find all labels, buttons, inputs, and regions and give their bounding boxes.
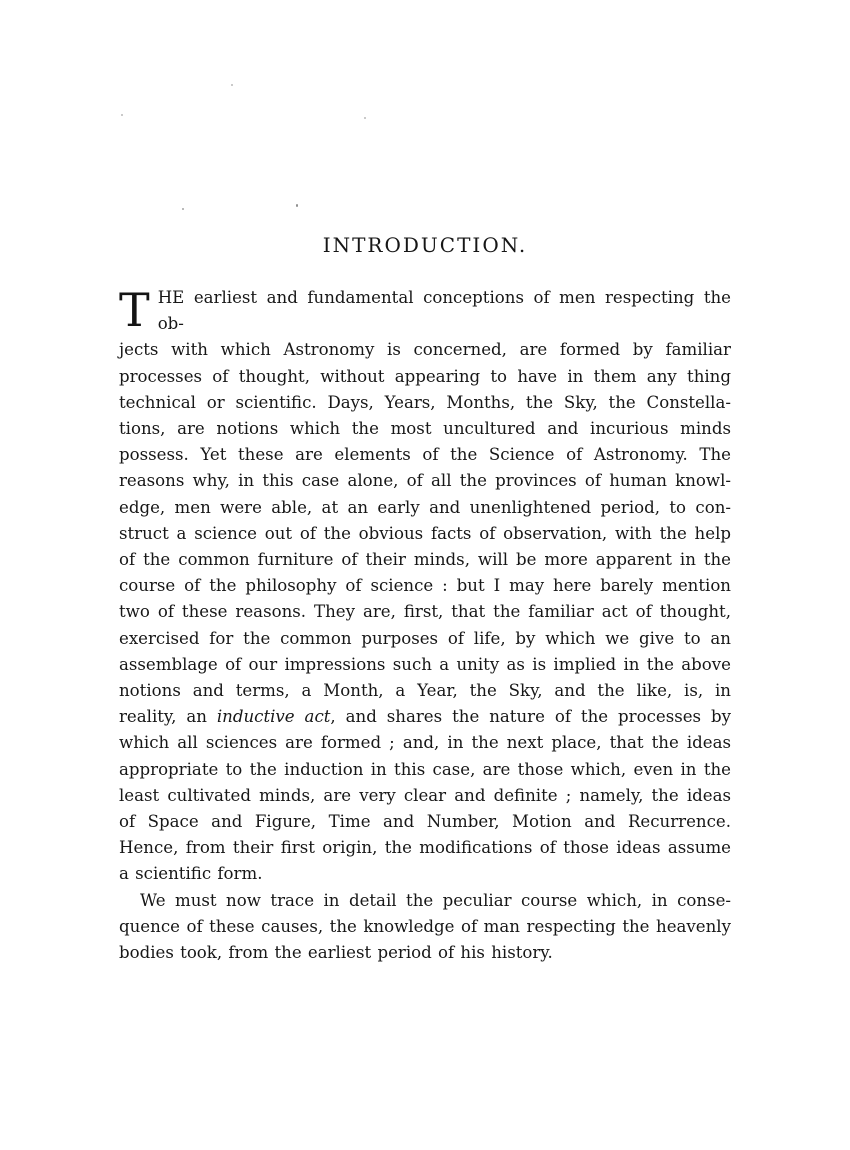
text-line: jects with which Astronomy is concerned, are formed by familiar <box>119 340 731 360</box>
text-line: of the common furniture of their minds, will be more apparent in the <box>119 550 731 570</box>
paragraph-2 <box>119 888 731 967</box>
text-line: notions and terms, a Month, a Year, the Sky, and the like, is, in <box>119 681 731 701</box>
text-line: quence of these causes, the knowledge of man respecting the heavenly <box>119 916 731 936</box>
text-line: exercised for the common purposes of life, by which we give to an <box>119 628 731 648</box>
text-line: which all sciences are formed ; and, in the next place, that the ideas <box>119 733 731 753</box>
text-line: HE earliest and fundamental conceptions of men respecting the ob- <box>157 288 731 334</box>
text-line: assemblage of our impressions such a unity as is implied in the above <box>119 654 731 674</box>
page-body <box>119 285 731 966</box>
italic-text: inductive act <box>216 707 331 727</box>
text-line: processes of thought, without appearing to have in them any thing <box>119 366 731 386</box>
text-line: struct a science out of the obvious facts of observation, with the help <box>119 523 731 543</box>
text-line: least cultivated minds, are very clear and definite ; namely, the ideas <box>119 785 731 805</box>
scan-speck <box>231 84 233 86</box>
text-line: a scientific form. <box>119 864 263 884</box>
text-line: edge, men were able, at an early and unenlightened period, to con- <box>119 497 731 517</box>
text-line: Hence, from their first origin, the modifications of those ideas assume <box>119 838 731 858</box>
text-line: two of these reasons. They are, first, that the familiar act of thought, <box>119 602 731 622</box>
drop-cap: T <box>119 283 150 337</box>
text-line: bodies took, from the earliest period of his history. <box>119 943 553 963</box>
scan-speck <box>364 117 366 119</box>
text-segment: , and shares the nature of the processes by <box>330 707 731 727</box>
scan-speck <box>296 204 298 207</box>
scan-speck <box>121 114 123 116</box>
scan-speck <box>182 208 184 210</box>
text-line: possess. Yet these are elements of the Science of Astronomy. The <box>119 445 731 465</box>
text-segment: reality, an <box>119 707 217 727</box>
text-line: technical or scientific. Days, Years, Months, the Sky, the Constella- <box>119 392 731 412</box>
text-line: appropriate to the induction in this case, are those which, even in the <box>119 759 731 779</box>
text-line: reasons why, in this case alone, of all the provinces of human knowl- <box>119 471 731 491</box>
text-line: of Space and Figure, Time and Number, Motion and Recurrence. <box>119 812 731 832</box>
text-line: course of the philosophy of science : but I may here barely mention <box>119 576 731 596</box>
text-line: tions, are notions which the most uncultured and incurious minds <box>119 419 731 439</box>
text-line <box>119 704 731 730</box>
paragraph-1 <box>119 285 731 888</box>
page-title: INTRODUCTION. <box>322 233 528 257</box>
text-line: We must now trace in detail the peculiar course which, in conse- <box>140 890 731 910</box>
